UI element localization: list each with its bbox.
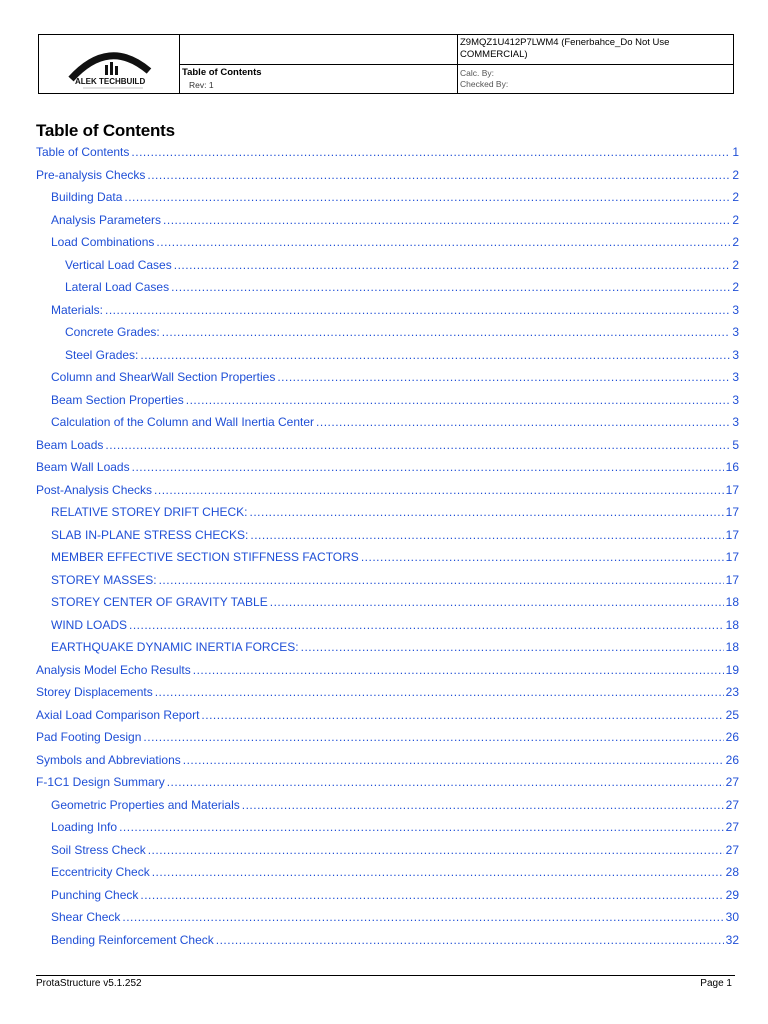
- toc-entry-title[interactable]: Beam Wall Loads: [36, 460, 130, 474]
- toc-entry-page[interactable]: 19: [725, 662, 739, 677]
- toc-entry-title[interactable]: Soil Stress Check: [51, 842, 146, 857]
- toc-entry[interactable]: [36, 636, 739, 659]
- toc-entry-title[interactable]: Calculation of the Column and Wall Inertia Center: [51, 415, 315, 429]
- toc-entry-page[interactable]: 2: [732, 257, 739, 272]
- toc-leader-dots: [301, 636, 724, 659]
- toc-entry[interactable]: [36, 884, 739, 907]
- toc-leader-dots: [250, 524, 723, 547]
- toc-entry-page[interactable]: 17: [725, 527, 739, 542]
- toc-entry-title[interactable]: Column and ShearWall Section Properties: [51, 370, 276, 384]
- toc-entry[interactable]: [36, 434, 739, 457]
- toc-entry[interactable]: [36, 501, 739, 524]
- toc-entry-page[interactable]: 25: [725, 707, 739, 722]
- toc-entry[interactable]: [36, 906, 739, 929]
- toc-entry[interactable]: [36, 659, 739, 682]
- header-title-cell: [179, 64, 458, 93]
- footer-page-number: Page 1: [700, 978, 732, 989]
- toc-entry-title[interactable]: Bending Reinforcement Check: [51, 932, 214, 947]
- toc-entry-title[interactable]: Punching Check: [51, 887, 139, 902]
- toc-entry-page[interactable]: 1: [732, 145, 739, 159]
- toc-entry-title[interactable]: Vertical Load Cases: [65, 257, 172, 272]
- toc-entry[interactable]: [36, 929, 739, 952]
- toc-entry-page[interactable]: 16: [725, 460, 739, 474]
- toc-entry[interactable]: [36, 321, 739, 344]
- toc-entry-title[interactable]: WIND LOADS: [51, 617, 128, 632]
- toc-entry[interactable]: [36, 794, 739, 817]
- logo-graphic: [39, 35, 179, 93]
- toc-entry-title[interactable]: Shear Check: [51, 910, 121, 924]
- toc-entry[interactable]: [36, 546, 739, 569]
- header-signoff-cell: [457, 64, 733, 93]
- toc-entry[interactable]: [36, 479, 739, 502]
- toc-leader-dots: [124, 186, 730, 209]
- toc-leader-dots: [250, 501, 724, 524]
- toc-entry[interactable]: [36, 141, 739, 164]
- header-blank-cell: [179, 35, 458, 65]
- toc-entry-title[interactable]: Analysis Model Echo Results: [36, 662, 191, 677]
- toc-leader-dots: [132, 456, 724, 479]
- toc-leader-dots: [186, 389, 731, 412]
- toc-entry-page[interactable]: 3: [732, 302, 739, 317]
- checked-by: Checked By:: [460, 79, 509, 89]
- toc-entry-page[interactable]: 17: [725, 505, 739, 519]
- toc-entry-title[interactable]: Analysis Parameters: [51, 212, 162, 227]
- toc-entry-page[interactable]: 26: [725, 730, 739, 744]
- toc-entry-title[interactable]: Pre-analysis Checks: [36, 167, 146, 182]
- toc-entry[interactable]: [36, 681, 739, 704]
- toc-leader-dots: [242, 794, 724, 817]
- header-project-cell: [457, 35, 733, 65]
- toc-entry-title[interactable]: F-1C1 Design Summary: [36, 775, 165, 789]
- toc-entry-title[interactable]: Building Data: [51, 190, 123, 204]
- toc-entry-title[interactable]: Storey Displacements: [36, 685, 153, 699]
- toc-leader-dots: [148, 839, 724, 862]
- toc-leader-dots: [131, 141, 730, 164]
- toc-entry-page[interactable]: 2: [732, 235, 739, 249]
- footer-software: ProtaStructure v5.1.252: [36, 978, 142, 989]
- toc-entry[interactable]: [36, 366, 739, 389]
- toc-entry-title[interactable]: STOREY CENTER OF GRAVITY TABLE: [51, 595, 268, 609]
- table-of-contents: [36, 141, 739, 951]
- company-logo: [39, 35, 180, 93]
- toc-entry-page[interactable]: 27: [725, 842, 739, 857]
- toc-entry-page[interactable]: 17: [725, 550, 739, 564]
- toc-leader-dots: [156, 231, 730, 254]
- toc-leader-dots: [143, 726, 723, 749]
- toc-entry[interactable]: [36, 276, 739, 299]
- toc-entry[interactable]: [36, 186, 739, 209]
- toc-entry[interactable]: [36, 614, 739, 637]
- toc-entry[interactable]: [36, 704, 739, 727]
- toc-entry[interactable]: [36, 569, 739, 592]
- toc-entry-page[interactable]: 2: [732, 190, 739, 204]
- toc-leader-dots: [174, 254, 731, 277]
- toc-leader-dots: [193, 659, 724, 682]
- logo-text: ALEK TECHBUILD: [75, 77, 146, 86]
- toc-leader-dots: [167, 771, 724, 794]
- revision: Rev: 1: [189, 80, 214, 90]
- toc-entry-title[interactable]: SLAB IN-PLANE STRESS CHECKS:: [51, 527, 249, 542]
- toc-entry-page[interactable]: 30: [725, 910, 739, 924]
- toc-leader-dots: [129, 614, 724, 637]
- toc-entry[interactable]: [36, 591, 739, 614]
- toc-entry[interactable]: [36, 231, 739, 254]
- document-header: [38, 34, 734, 94]
- toc-entry[interactable]: [36, 861, 739, 884]
- project-id: Z9MQZ1U412P7LWM4 (Fenerbahce_Do Not Use COMMERCIAL): [460, 37, 670, 60]
- toc-entry[interactable]: [36, 411, 739, 434]
- toc-entry-title[interactable]: STOREY MASSES:: [51, 572, 157, 587]
- toc-leader-dots: [171, 276, 730, 299]
- toc-leader-dots: [316, 411, 730, 434]
- toc-entry-title[interactable]: Concrete Grades:: [65, 325, 160, 339]
- toc-leader-dots: [147, 164, 730, 187]
- toc-entry-page[interactable]: 32: [725, 932, 739, 947]
- toc-entry-page[interactable]: 29: [725, 887, 739, 902]
- toc-entry-title[interactable]: MEMBER EFFECTIVE SECTION STIFFNESS FACTORS: [51, 550, 359, 564]
- toc-entry[interactable]: [36, 524, 739, 547]
- toc-entry-page[interactable]: 3: [732, 325, 739, 339]
- toc-entry-page[interactable]: 27: [725, 820, 739, 834]
- toc-entry-page[interactable]: 3: [732, 370, 739, 384]
- toc-entry-page[interactable]: 26: [725, 752, 739, 767]
- toc-entry-page[interactable]: 18: [725, 595, 739, 609]
- toc-leader-dots: [105, 299, 730, 322]
- toc-leader-dots: [152, 861, 724, 884]
- toc-entry-title[interactable]: Materials:: [51, 302, 104, 317]
- toc-entry-title[interactable]: Axial Load Comparison Report: [36, 707, 200, 722]
- toc-entry[interactable]: [36, 816, 739, 839]
- toc-entry[interactable]: [36, 839, 739, 862]
- toc-entry-page[interactable]: 27: [725, 797, 739, 812]
- toc-entry-page[interactable]: 18: [725, 617, 739, 632]
- toc-entry-title[interactable]: Loading Info: [51, 820, 118, 834]
- doc-title: Table of Contents: [182, 67, 262, 78]
- toc-entry-title[interactable]: Beam Loads: [36, 437, 104, 452]
- toc-entry-page[interactable]: 2: [732, 280, 739, 294]
- toc-leader-dots: [122, 906, 723, 929]
- toc-entry-title[interactable]: Beam Section Properties: [51, 392, 184, 407]
- toc-entry-title[interactable]: Eccentricity Check: [51, 865, 150, 879]
- toc-entry[interactable]: [36, 299, 739, 322]
- toc-entry-title[interactable]: Pad Footing Design: [36, 730, 142, 744]
- toc-entry[interactable]: [36, 209, 739, 232]
- toc-leader-dots: [162, 321, 731, 344]
- toc-entry-title[interactable]: Symbols and Abbreviations: [36, 752, 181, 767]
- toc-entry[interactable]: [36, 254, 739, 277]
- toc-entry-page[interactable]: 28: [725, 865, 739, 879]
- toc-entry-title[interactable]: Table of Contents: [36, 145, 130, 159]
- toc-leader-dots: [140, 884, 723, 907]
- toc-entry[interactable]: [36, 389, 739, 412]
- toc-entry-page[interactable]: 2: [732, 167, 739, 182]
- toc-entry[interactable]: [36, 726, 739, 749]
- toc-entry[interactable]: [36, 749, 739, 772]
- toc-entry-page[interactable]: 17: [725, 572, 739, 587]
- toc-leader-dots: [361, 546, 724, 569]
- toc-entry-title[interactable]: RELATIVE STOREY DRIFT CHECK:: [51, 505, 248, 519]
- toc-entry-page[interactable]: 3: [732, 415, 739, 429]
- calc-by: Calc. By:: [460, 68, 495, 78]
- toc-entry[interactable]: [36, 456, 739, 479]
- footer-divider: [36, 975, 735, 976]
- toc-entry-title[interactable]: Geometric Properties and Materials: [51, 797, 240, 812]
- toc-leader-dots: [201, 704, 723, 727]
- toc-entry-title[interactable]: Lateral Load Cases: [65, 280, 170, 294]
- toc-leader-dots: [277, 366, 730, 389]
- toc-leader-dots: [155, 681, 724, 704]
- toc-entry-page[interactable]: 3: [732, 392, 739, 407]
- toc-leader-dots: [183, 749, 724, 772]
- toc-entry-page[interactable]: 5: [732, 437, 739, 452]
- toc-entry-page[interactable]: 18: [725, 640, 739, 654]
- toc-leader-dots: [154, 479, 724, 502]
- toc-entry-page[interactable]: 23: [725, 685, 739, 699]
- toc-entry[interactable]: [36, 164, 739, 187]
- toc-entry-title[interactable]: Post-Analysis Checks: [36, 482, 153, 497]
- toc-entry-page[interactable]: 17: [725, 482, 739, 497]
- toc-leader-dots: [140, 344, 730, 367]
- toc-entry-title[interactable]: Load Combinations: [51, 235, 155, 249]
- toc-leader-dots: [119, 816, 724, 839]
- page-title: Table of Contents: [36, 121, 175, 140]
- toc-entry-title[interactable]: EARTHQUAKE DYNAMIC INERTIA FORCES:: [51, 640, 299, 654]
- toc-entry-page[interactable]: 3: [732, 347, 739, 362]
- toc-entry-page[interactable]: 27: [725, 775, 739, 789]
- toc-leader-dots: [163, 209, 730, 232]
- toc-leader-dots: [216, 929, 724, 952]
- toc-leader-dots: [105, 434, 730, 457]
- toc-leader-dots: [270, 591, 724, 614]
- toc-entry-page[interactable]: 2: [732, 212, 739, 227]
- toc-entry-title[interactable]: Steel Grades:: [65, 347, 139, 362]
- toc-entry[interactable]: [36, 344, 739, 367]
- toc-leader-dots: [159, 569, 724, 592]
- toc-entry[interactable]: [36, 771, 739, 794]
